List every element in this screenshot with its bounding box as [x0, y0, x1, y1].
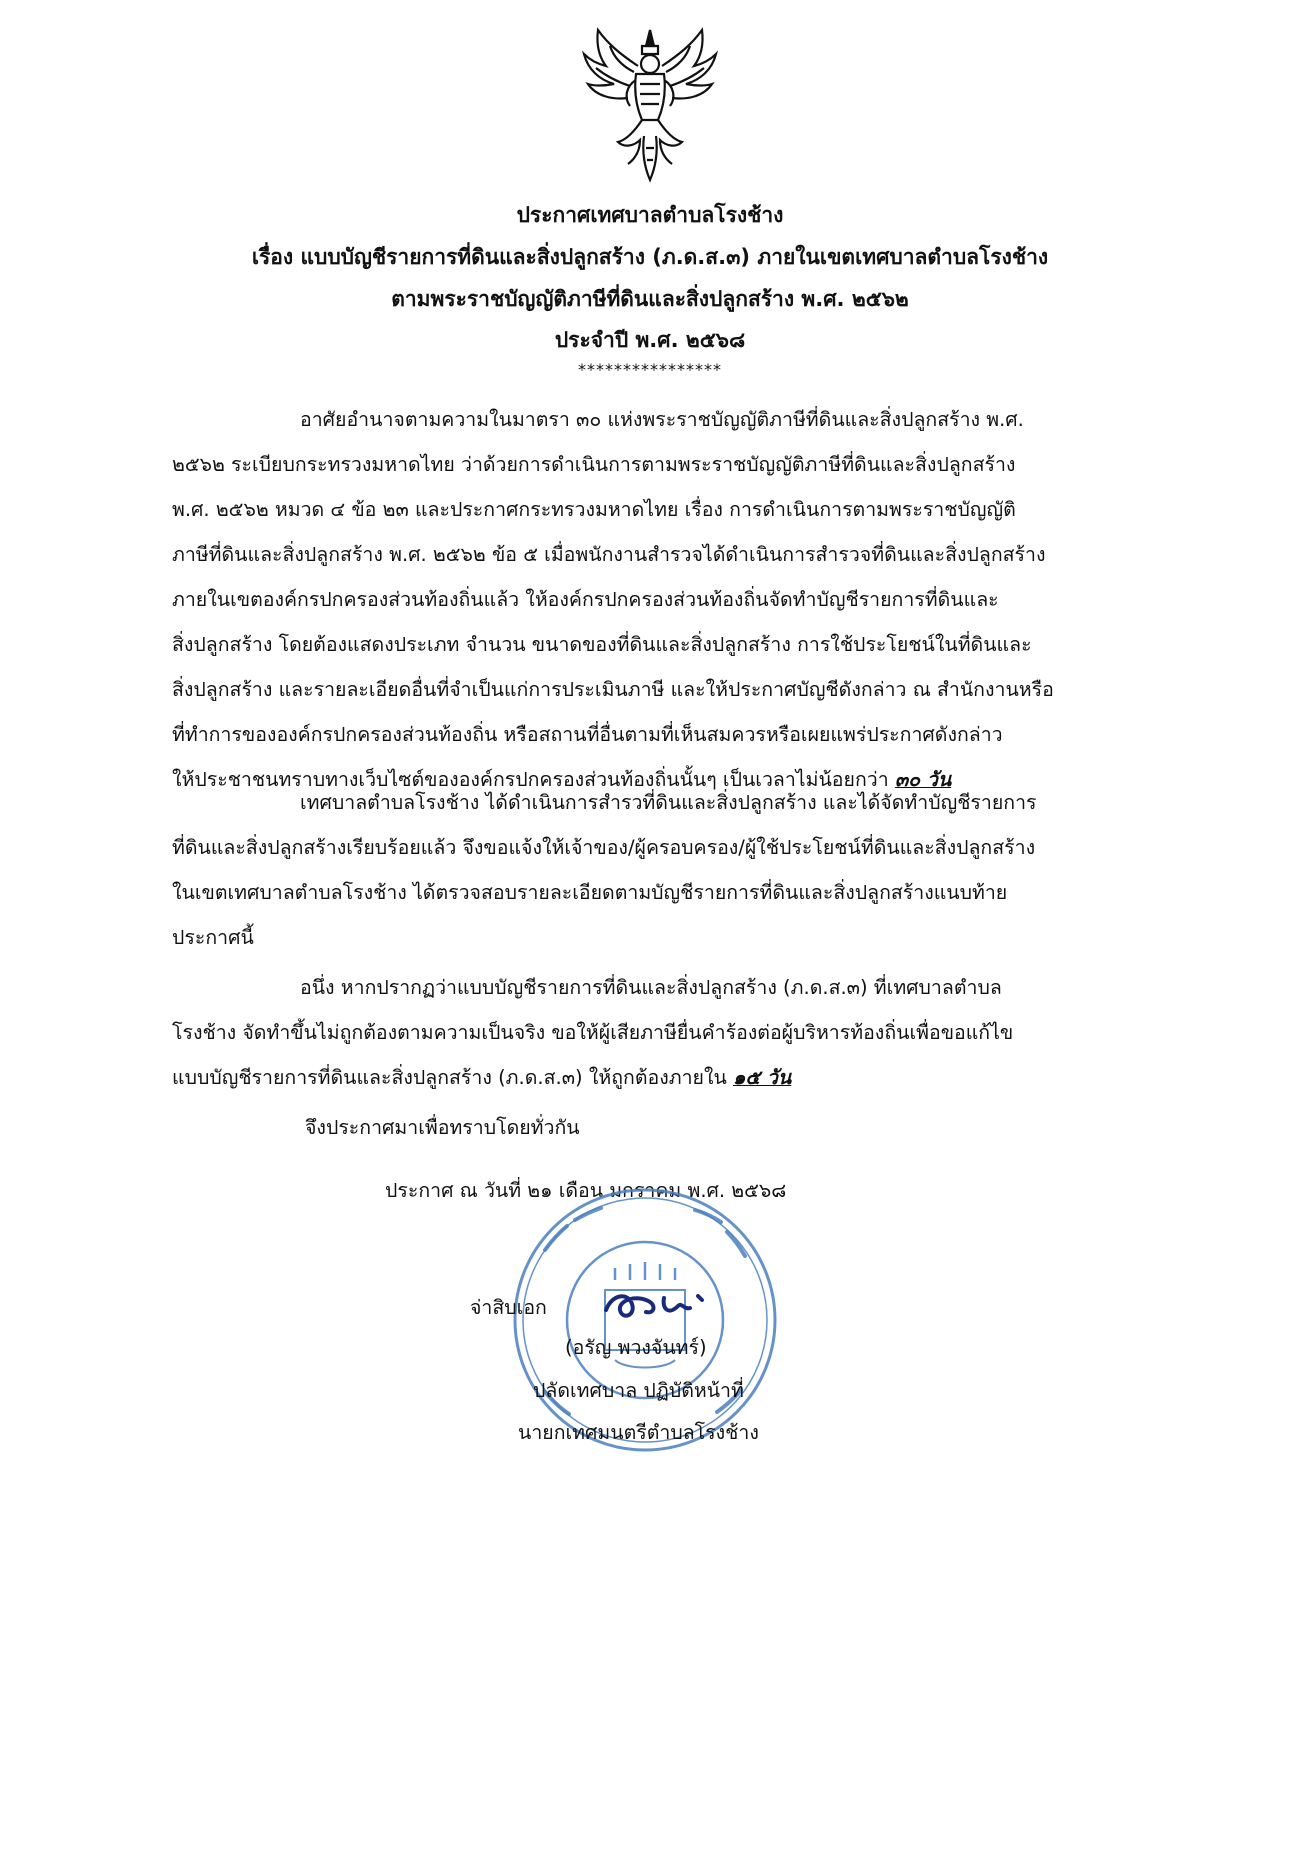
paragraph-line-text: แบบบัญชีรายการที่ดินและสิ่งปลูกสร้าง (ภ.ด.ส.๓) ให้ถูกต้องภายใน [172, 1066, 733, 1089]
signatory-position-acting: นายกเทศมนตรีตำบลโรงช้าง [518, 1421, 759, 1444]
paragraph-line: เทศบาลตำบลโรงช้าง ได้ดำเนินการสำรวที่ดินและสิ่งปลูกสร้าง และได้จัดทำบัญชีรายการ [300, 791, 1037, 814]
heading-law: ตามพระราชบัญญัติภาษีที่ดินและสิ่งปลูกสร้าง พ.ศ. ๒๕๖๒ [391, 287, 909, 311]
paragraph-line: ภาษีที่ดินและสิ่งปลูกสร้าง พ.ศ. ๒๕๖๒ ข้อ ๕ เมื่อพนักงานสำรวจได้ดำเนินการสำรวจที่ดินและสิ่งปลูกสร้าง [172, 543, 1046, 566]
paragraph-line: อนึ่ง หากปรากฏว่าแบบบัญชีรายการที่ดินและสิ่งปลูกสร้าง (ภ.ด.ส.๓) ที่เทศบาลตำบล [300, 976, 1002, 999]
paragraph-survey [0, 780, 1300, 960]
heading-subject: เรื่อง แบบบัญชีรายการที่ดินและสิ่งปลูกสร้าง (ภ.ด.ส.๓) ภายในเขตเทศบาลตำบลโรงช้าง [251, 245, 1049, 269]
signatory-name: (อรัญ พวงจันทร์) [565, 1336, 707, 1359]
paragraph-line: ประกาศนี้ [172, 926, 254, 949]
signatory-position: ปลัดเทศบาล ปฏิบัติหน้าที่ [533, 1379, 744, 1402]
paragraph-correction [0, 965, 1300, 1100]
paragraph-line: ที่ดินและสิ่งปลูกสร้างเรียบร้อยแล้ว จึงขอแจ้งให้เจ้าของ/ผู้ครอบครอง/ผู้ใช้ประโยชน์ที่ดินและสิ่งปลูกสร้าง [172, 836, 1036, 859]
garuda-emblem-icon [580, 24, 720, 184]
heading-year: ประจำปี พ.ศ. ๒๕๖๘ [554, 328, 746, 352]
paragraph-line: ๒๕๖๒ ระเบียบกระทรวงมหาดไทย ว่าด้วยการดำเนินการตามพระราชบัญญัติภาษีที่ดินและสิ่งปลูกสร้าง [172, 453, 1016, 476]
paragraph-line: อาศัยอำนาจตามความในมาตรา ๓๐ แห่งพระราชบัญญัติภาษีที่ดินและสิ่งปลูกสร้าง พ.ศ. [300, 408, 1024, 431]
heading-title: ประกาศเทศบาลตำบลโรงช้าง [516, 203, 784, 227]
paragraph-authority [0, 397, 1300, 802]
duration-15-days: ๑๕ วัน [733, 1066, 792, 1089]
signature-icon [598, 1280, 718, 1330]
duration-30-days: ๓๐ วัน [894, 768, 952, 791]
signatory-rank: จ่าสิบเอก [470, 1296, 547, 1319]
paragraph-line: สิ่งปลูกสร้าง และรายละเอียดอื่นที่จำเป็นแก่การประเมินภาษี และให้ประกาศบัญชีดังกล่าว ณ สำนักงานหรือ [172, 678, 1054, 701]
paragraph-line: พ.ศ. ๒๕๖๒ หมวด ๔ ข้อ ๒๓ และประกาศกระทรวงมหาดไทย เรื่อง การดำเนินการตามพระราชบัญญัติ [172, 498, 1016, 521]
paragraph-line: โรงช้าง จัดทำขึ้นไม่ถูกต้องตามความเป็นจริง ขอให้ผู้เสียภาษียื่นคำร้องต่อผู้บริหารท้องถิ่นเพื่อขอแก้ไข [172, 1021, 1014, 1044]
paragraph-line: สิ่งปลูกสร้าง โดยต้องแสดงประเภท จำนวน ขนาดของที่ดินและสิ่งปลูกสร้าง การใช้ประโยชน์ในที่ดินและ [172, 633, 1032, 656]
paragraph-line [0, 1055, 1300, 1100]
paragraph-line-text: ให้ประชาชนทราบทางเว็บไซต์ขององค์กรปกครองส่วนท้องถิ่นนั้นๆ เป็นเวลาไม่น้อยกว่า [172, 768, 895, 791]
paragraph-line: ในเขตเทศบาลตำบลโรงช้าง ได้ตรวจสอบรายละเอียดตามบัญชีรายการที่ดินและสิ่งปลูกสร้างแนบท้าย [172, 881, 1008, 904]
closing-statement: จึงประกาศมาเพื่อทราบโดยทั่วกัน [305, 1116, 580, 1139]
separator-stars: **************** [578, 360, 722, 379]
paragraph-line: ภายในเขตองค์กรปกครองส่วนท้องถิ่นแล้ว ให้องค์กรปกครองส่วนท้องถิ่นจัดทำบัญชีรายการที่ดินและ [172, 588, 999, 611]
paragraph-line: ที่ทำการขององค์กรปกครองส่วนท้องถิ่น หรือสถานที่อื่นตามที่เห็นสมควรหรือเผยแพร่ประกาศดังกล่าว [172, 723, 1003, 746]
announcement-date: ประกาศ ณ วันที่ ๒๑ เดือน มกราคม พ.ศ. ๒๕๖๘ [385, 1179, 787, 1202]
